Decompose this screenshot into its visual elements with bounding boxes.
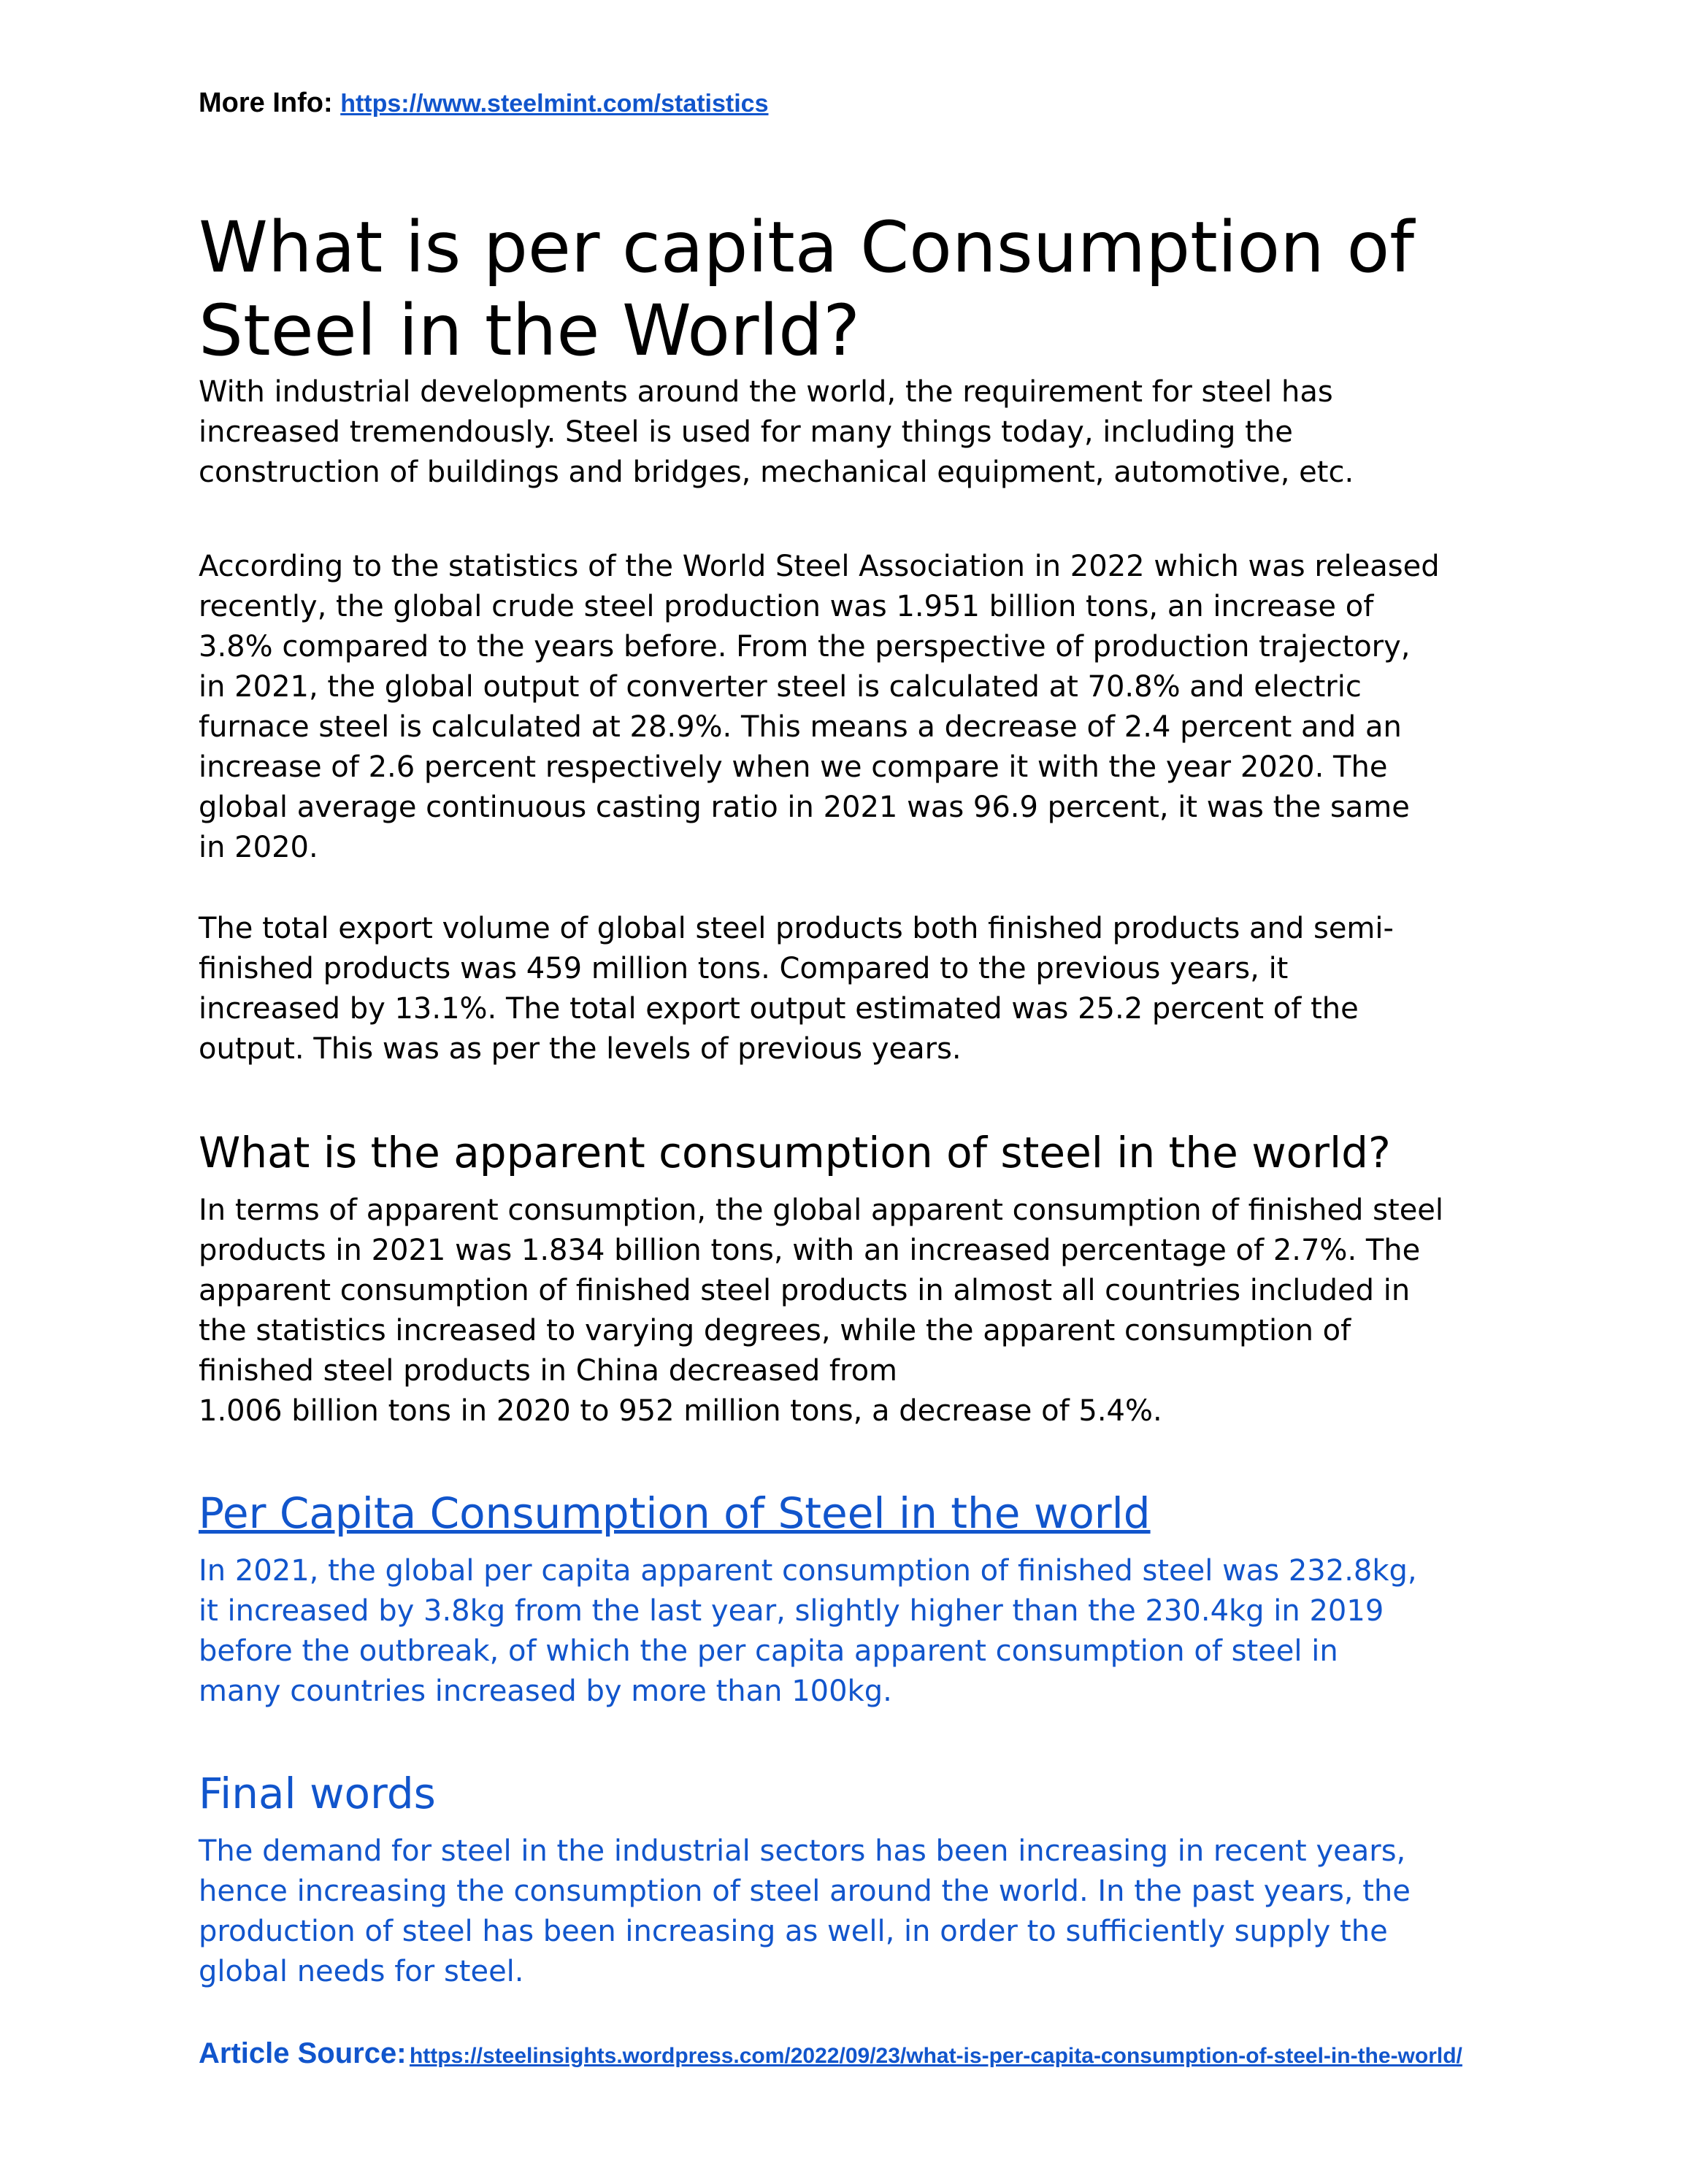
export-paragraph: The total export volume of global steel products both finished products and semi- finished products was 459 million tons. Compared to the previous years, it increased by 13.1%. The total export output estimated was 25.2 percent of the output. This was as per the levels of previous years. [199, 912, 1394, 1066]
page-title: What is per capita Consumption of Steel in the World? [199, 207, 1414, 372]
article-source-link[interactable]: https://steelinsights.wordpress.com/2022/09/23/what-is-per-capita-consumption-of-steel-in-the-world/ [409, 2044, 1462, 2068]
per-capita-heading-link[interactable]: Per Capita Consumption of Steel in the world [199, 1488, 1151, 1538]
apparent-consumption-heading: What is the apparent consumption of steel in the world? [199, 1128, 1391, 1177]
more-info-link[interactable]: https://www.steelmint.com/statistics [340, 90, 769, 118]
article-source-line [199, 2039, 1498, 2075]
article-source-label: Article Source: [199, 2037, 407, 2069]
more-info-line [199, 88, 1498, 143]
apparent-consumption-paragraph: In terms of apparent consumption, the global apparent consumption of finished steel products in 2021 was 1.834 billion tons, with an increased percentage of 2.7%. The apparent consumption of finished steel products in almost all countries included in the statistics increased to varying degrees, while the apparent consumption of finished steel products in China decreased from 1.006 billion tons in 2020 to 952 million tons, a decrease of 5.4%. [199, 1193, 1444, 1428]
more-info-label: More Info: [199, 88, 333, 118]
statistics-paragraph: According to the statistics of the World Steel Association in 2022 which was released recently, the global crude steel production was 1.951 billion tons, an increase of 3.8% compared to the years before. From the perspective of production trajectory, in 2021, the global output of converter steel is calculated at 70.8% and electric furnace steel is calculated at 28.9%. This means a decrease of 2.4 percent and an increase of 2.6 percent respectively when we compare it with the year 2020. The global average continuous casting ratio in 2021 was 96.9 percent, it was the same in 2020. [199, 550, 1440, 864]
final-words-paragraph: The demand for steel in the industrial sectors has been increasing in recent years, hence increasing the consumption of steel around the world. In the past years, the production of steel has been increasing as well, in order to sufficiently supply the global needs for steel. [199, 1834, 1411, 1988]
per-capita-paragraph: In 2021, the global per capita apparent consumption of finished steel was 232.8kg, it increased by 3.8kg from the last year, slightly higher than the 230.4kg in 2019 before the outbreak, of which the per capita apparent consumption of steel in many countries increased by more than 100kg. [199, 1554, 1417, 1708]
final-words-heading: Final words [199, 1769, 436, 1818]
intro-paragraph: With industrial developments around the world, the requirement for steel has increased tremendously. Steel is used for many things today, including the construction of buildings and bridges, mechanical equipment, automotive, etc. [199, 375, 1354, 489]
document-page [199, 88, 1498, 2075]
